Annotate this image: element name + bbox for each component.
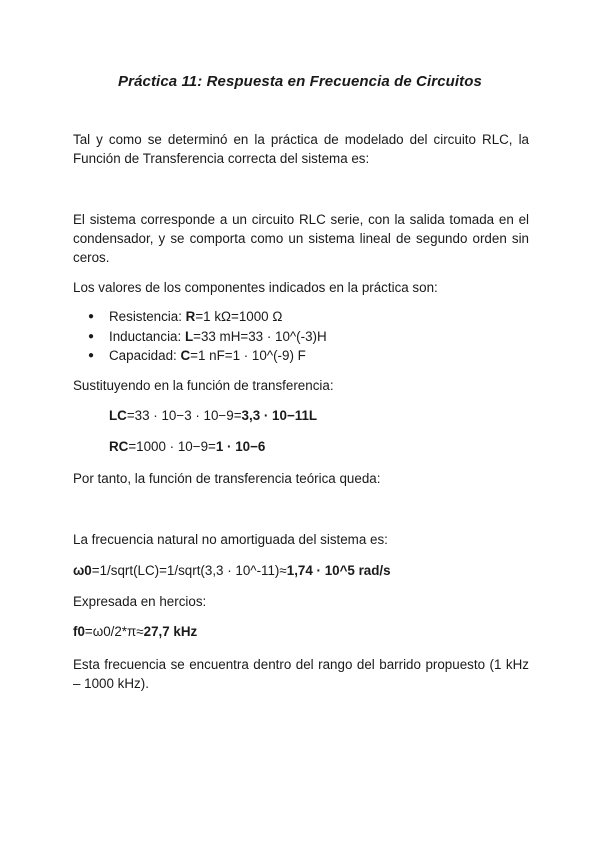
component-name: Resistencia:: [109, 309, 186, 324]
component-value: =33 mH=33 · 10^(-3)H: [193, 328, 327, 344]
component-value: =1 nF=1 · 10^(-9) F: [190, 348, 306, 363]
rc-result: 1 · 10−6: [215, 439, 266, 454]
lc-expression: =33 · 10−3 · 10−9=: [126, 408, 242, 423]
f0-result: 27,7 kHz: [143, 624, 198, 639]
components-intro: Los valores de los componentes indicados en la práctica son:: [73, 280, 438, 295]
lc-label: LC: [109, 408, 127, 423]
f0-label: f0: [73, 624, 85, 639]
f0-equation: [73, 622, 197, 641]
components-list: [73, 307, 327, 366]
theoretical-intro: Por tanto, la función de transferencia teórica queda:: [73, 471, 381, 486]
omega-equation: [73, 561, 391, 580]
component-symbol: L: [184, 328, 194, 344]
intro-paragraph: Tal y como se determinó en la práctica de modelado del circuito RLC, la Función de Transferencia correcta del sistema es:: [73, 132, 529, 166]
component-symbol: R: [185, 309, 196, 324]
rc-label: RC: [109, 439, 129, 454]
component-symbol: C: [180, 348, 191, 363]
omega-label: ω0: [73, 563, 92, 578]
component-name: Capacidad:: [109, 348, 181, 363]
rc-equation: [109, 437, 265, 456]
lc-result: 3,3 · 10−11L: [241, 408, 318, 423]
list-item-capacitance: [73, 346, 327, 366]
natural-frequency-intro: La frecuencia natural no amortiguada del sistema es:: [73, 532, 388, 547]
list-item-inductance: [73, 327, 327, 347]
conclusion-paragraph: Esta frecuencia se encuentra dentro del rango del barrido propuesto (1 kHz – 1000 kHz).: [73, 657, 529, 691]
omega-expression: =1/sqrt(LC)=1/sqrt(3,3 · 10^-11)≈: [91, 563, 287, 578]
f0-expression: =ω0/2*π≈: [84, 624, 144, 639]
system-description-paragraph: El sistema corresponde a un circuito RLC serie, con la salida tomada en el condensador, y se comporta como un sistema lineal de segundo orden sin ceros.: [73, 212, 529, 265]
substitution-intro: Sustituyendo en la función de transferencia:: [73, 378, 334, 393]
component-value: =1 kΩ=1000 Ω: [195, 309, 283, 324]
lc-equation: [109, 406, 317, 425]
omega-result: 1,74 · 10^5 rad/s: [286, 563, 391, 578]
rc-expression: =1000 · 10−9=: [128, 439, 216, 454]
component-name: Inductancia:: [109, 328, 185, 344]
page-title: Práctica 11: Respuesta en Frecuencia de Circuitos: [118, 73, 482, 90]
hertz-intro: Expresada en hercios:: [73, 594, 207, 609]
list-item-resistance: [73, 307, 327, 327]
